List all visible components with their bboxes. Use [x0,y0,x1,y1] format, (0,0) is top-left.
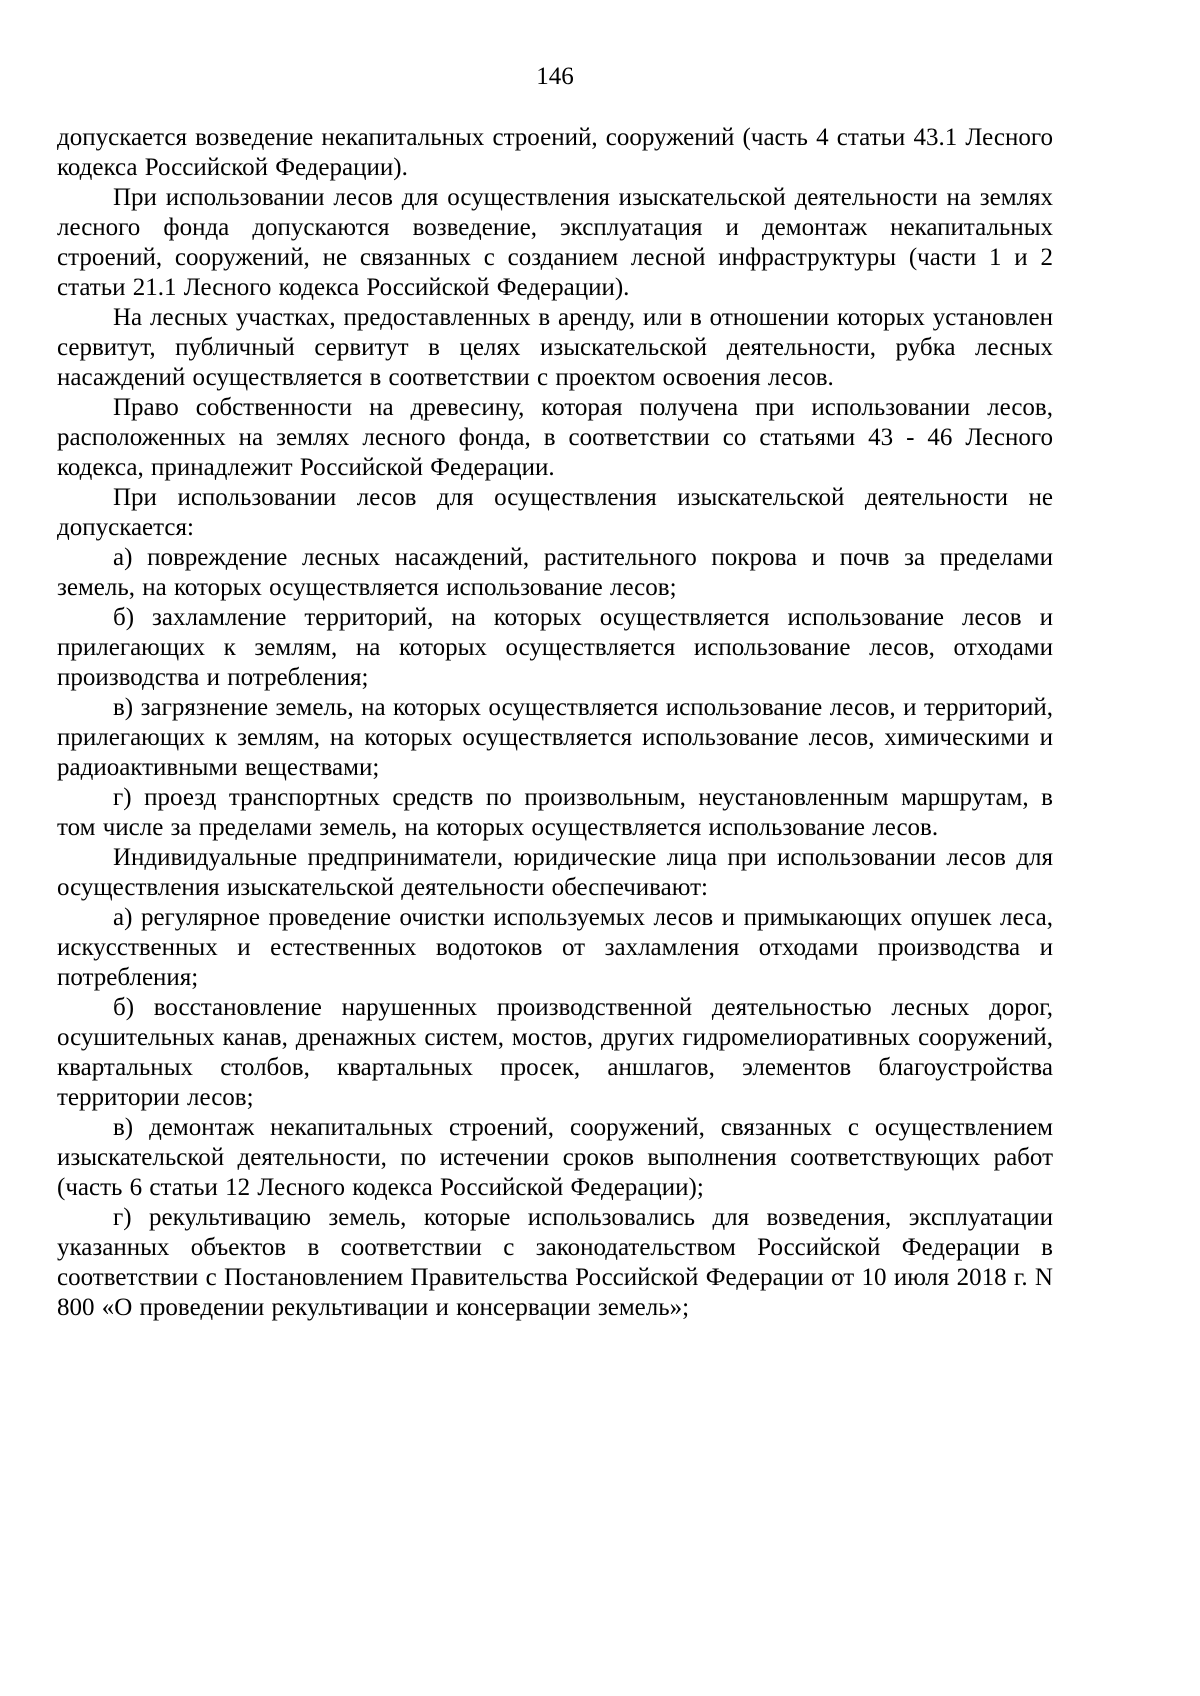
paragraph: Индивидуальные предприниматели, юридические лица при использовании лесов для осуществления изыскательской деятельности обеспечивают: [57,844,1053,901]
page-content [57,123,1053,1323]
paragraph: На лесных участках, предоставленных в аренду, или в отношении которых установлен сервитут, публичный сервитут в целях изыскательской деятельности, рубка лесных насаждений осуществляется в соответствии с проектом освоения лесов. [57,304,1053,391]
paragraph: б) захламление территорий, на которых осуществляется использование лесов и прилегающих к землям, на которых осуществляется использование лесов, отходами производства и потребления; [57,604,1053,691]
paragraph: г) проезд транспортных средств по произвольным, неустановленным маршрутам, в том числе за пределами земель, на которых осуществляется использование лесов. [57,784,1053,841]
paragraph: г) рекультивацию земель, которые использовались для возведения, эксплуатации указанных объектов в соответствии с законодательством Российской Федерации в соответствии с Постановлением Правительства Российской Федерации от 10 июля 2018 г. N 800 «О проведении рекультивации и консервации земель»; [57,1204,1053,1321]
paragraph: При использовании лесов для осуществления изыскательской деятельности не допускается: [57,484,1053,541]
paragraph: а) повреждение лесных насаждений, растительного покрова и почв за пределами земель, на которых осуществляется использование лесов; [57,544,1053,601]
paragraph: Право собственности на древесину, которая получена при использовании лесов, расположенных на землях лесного фонда, в соответствии со статьями 43 - 46 Лесного кодекса, принадлежит Российской Федерации. [57,394,1053,481]
paragraph: в) загрязнение земель, на которых осуществляется использование лесов, и территорий, прилегающих к землям, на которых осуществляется использование лесов, химическими и радиоактивными веществами; [57,694,1053,781]
paragraph: а) регулярное проведение очистки используемых лесов и примыкающих опушек леса, искусственных и естественных водотоков от захламления отходами производства и потребления; [57,904,1053,991]
paragraph: допускается возведение некапитальных строений, сооружений (часть 4 статьи 43.1 Лесного кодекса Российской Федерации). [57,124,1053,181]
paragraph: б) восстановление нарушенных производственной деятельностью лесных дорог, осушительных канав, дренажных систем, мостов, других гидромелиоративных сооружений, квартальных столбов, квартальных просек, аншлагов, элементов благоустройства территории лесов; [57,994,1053,1111]
page-number: 146 [536,63,574,90]
text-column [57,62,1053,1323]
paragraph: в) демонтаж некапитальных строений, сооружений, связанных с осуществлением изыскательской деятельности, по истечении сроков выполнения соответствующих работ (часть 6 статьи 12 Лесного кодекса Российской Федерации); [57,1114,1053,1201]
paragraph: При использовании лесов для осуществления изыскательской деятельности на землях лесного фонда допускаются возведение, эксплуатация и демонтаж некапитальных строений, сооружений, не связанных с созданием лесной инфраструктуры (части 1 и 2 статьи 21.1 Лесного кодекса Российской Федерации). [57,184,1053,301]
